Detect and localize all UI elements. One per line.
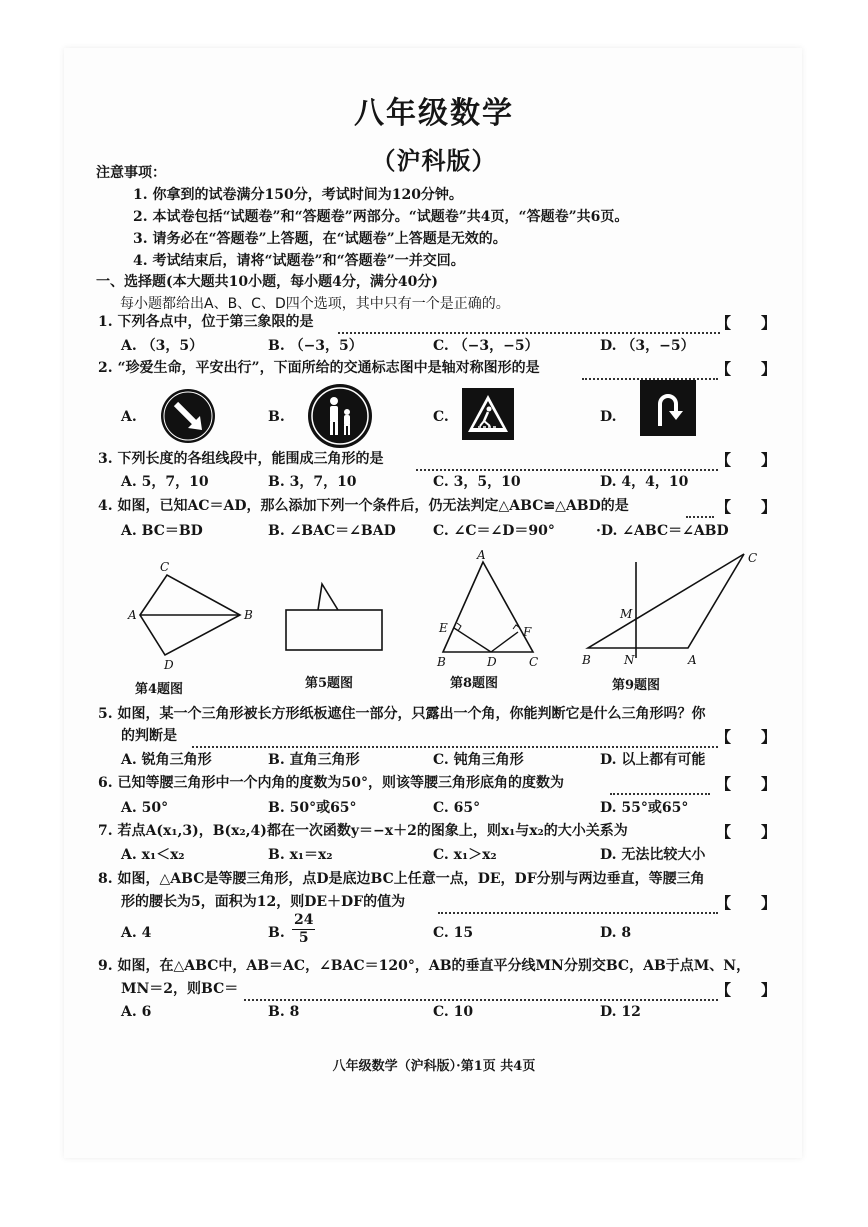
section-instruction: 每小题都给出A、B、C、D四个选项，其中只有一个是正确的。 bbox=[120, 296, 510, 312]
question-number: 9. bbox=[98, 958, 113, 974]
question-number: 6. bbox=[98, 775, 113, 791]
vertex-label: A bbox=[688, 653, 697, 667]
option-d: D. 55°或65° bbox=[600, 800, 689, 816]
notice-heading: 注意事项： bbox=[96, 165, 166, 181]
vertex-label: D bbox=[164, 658, 174, 672]
page-footer: 八年级数学（沪科版）·第1页 共4页 bbox=[332, 1059, 536, 1074]
option-a: A. 5，7，10 bbox=[121, 474, 209, 490]
answer-bracket: 【 】 bbox=[716, 728, 777, 746]
sign-arrow-diagonal-icon bbox=[160, 388, 216, 444]
vertex-label: A bbox=[128, 608, 137, 622]
figure-5-diagram bbox=[280, 580, 390, 660]
option-c: C. 钝角三角形 bbox=[433, 752, 524, 768]
figure-8-diagram bbox=[433, 550, 543, 670]
vertex-label: C bbox=[748, 551, 758, 565]
question-6-stem bbox=[98, 774, 564, 792]
option-b: B. 8 bbox=[268, 1004, 300, 1020]
question-9-stem-cont: MN＝2，则BC＝ bbox=[121, 981, 239, 997]
exam-subtitle: （沪科版） bbox=[371, 146, 497, 175]
question-text: 如图，在△ABC中，AB＝AC，∠BAC＝120°，AB的垂直平分线MN分别交BC，AB于点M、N， bbox=[117, 958, 751, 974]
question-text: “珍爱生命，平安出行”，下面所给的交通标志图中是轴对称图形的是 bbox=[117, 360, 540, 376]
option-b: B. x₁＝x₂ bbox=[268, 847, 333, 863]
option-c: C. 3，5，10 bbox=[433, 474, 521, 490]
answer-bracket: 【 】 bbox=[716, 823, 777, 841]
figure-9-diagram bbox=[578, 548, 768, 670]
answer-bracket: 【 】 bbox=[716, 498, 777, 516]
notice-item: 3. 请务必在“答题卷”上答题，在“试题卷”上答题是无效的。 bbox=[133, 231, 507, 247]
section-heading: 一、选择题(本大题共10小题，每小题4分，满分40分) bbox=[96, 274, 438, 290]
question-7-stem bbox=[98, 822, 628, 840]
notice-item: 1. 你拿到的试卷满分150分，考试时间为120分钟。 bbox=[133, 187, 463, 203]
notice-item: 4. 考试结束后，请将“试题卷”和“答题卷”一并交回。 bbox=[133, 253, 465, 269]
question-text: 如图，已知AC＝AD，那么添加下列一个条件后，仍无法判定△ABC≌△ABD的是 bbox=[117, 498, 629, 514]
option-a: A. bbox=[121, 409, 137, 425]
option-b: B. （−3，5） bbox=[268, 338, 363, 354]
answer-bracket: 【 】 bbox=[716, 775, 777, 793]
question-number: 4. bbox=[98, 498, 113, 514]
option-b: B. ∠BAC＝∠BAD bbox=[268, 523, 396, 539]
question-number: 3. bbox=[98, 451, 113, 467]
vertex-label: C bbox=[529, 655, 539, 669]
answer-bracket: 【 】 bbox=[716, 894, 777, 912]
question-2-stem bbox=[98, 359, 540, 377]
option-b: B. 3，7，10 bbox=[268, 474, 357, 490]
question-text: 若点A(x₁,3)，B(x₂,4)都在一次函数y＝−x＋2的图象上，则x₁与x₂的大小关系为 bbox=[117, 823, 628, 839]
question-4-stem bbox=[98, 497, 629, 515]
question-number: 8. bbox=[98, 871, 113, 887]
vertex-label: B bbox=[582, 653, 591, 667]
fraction-denominator: 5 bbox=[298, 930, 309, 946]
exam-title: 八年级数学 bbox=[354, 96, 514, 131]
option-c: C. ∠C＝∠D＝90° bbox=[433, 523, 555, 539]
option-c: C. 10 bbox=[433, 1004, 474, 1020]
vertex-label: N bbox=[624, 653, 635, 667]
option-b: B. 直角三角形 bbox=[268, 752, 360, 768]
notice-item: 2. 本试卷包括“试题卷”和“答题卷”两部分。“试题卷”共4页，“答题卷”共6页。 bbox=[133, 209, 629, 225]
option-c: C. 15 bbox=[433, 925, 474, 941]
option-b-fraction bbox=[292, 912, 315, 947]
dot-leader bbox=[436, 902, 718, 921]
sign-pedestrians-icon bbox=[307, 383, 373, 449]
option-a: A. 50° bbox=[121, 800, 169, 816]
vertex-label: A bbox=[477, 550, 486, 562]
answer-bracket: 【 】 bbox=[716, 360, 777, 378]
question-number: 2. bbox=[98, 360, 113, 376]
option-a: A. 6 bbox=[121, 1004, 152, 1020]
figure-caption: 第5题图 bbox=[305, 676, 354, 691]
question-1-stem bbox=[98, 313, 314, 331]
answer-bracket: 【 】 bbox=[716, 981, 777, 999]
figure-caption: 第4题图 bbox=[135, 682, 184, 697]
option-b: B. 50°或65° bbox=[268, 800, 357, 816]
sign-crosswalk-icon bbox=[462, 388, 514, 440]
option-a: A. x₁＜x₂ bbox=[121, 847, 185, 863]
figure-4-diagram bbox=[120, 555, 270, 677]
option-c: C. （−3，−5） bbox=[433, 338, 539, 354]
option-a: A. 锐角三角形 bbox=[121, 752, 212, 768]
question-3-stem bbox=[98, 450, 384, 468]
dot-leader bbox=[242, 989, 718, 1008]
option-d: D. （3，−5） bbox=[600, 338, 695, 354]
fraction-numerator: 24 bbox=[294, 912, 314, 928]
option-c: C. 65° bbox=[433, 800, 481, 816]
question-8-stem bbox=[98, 870, 705, 888]
vertex-label: B bbox=[244, 608, 253, 622]
option-c: C. x₁＞x₂ bbox=[433, 847, 497, 863]
vertex-label: E bbox=[439, 621, 448, 635]
question-text: 如图，某一个三角形被长方形纸板遮住一部分，只露出一个角，你能判断它是什么三角形吗？你 bbox=[117, 706, 706, 722]
question-text: 下列各点中，位于第三象限的是 bbox=[117, 314, 314, 330]
question-text: 下列长度的各组线段中，能围成三角形的是 bbox=[117, 451, 384, 467]
option-b: B. bbox=[268, 925, 285, 941]
question-text: 已知等腰三角形中一个内角的度数为50°，则该等腰三角形底角的度数为 bbox=[117, 775, 564, 791]
option-d: D. 8 bbox=[600, 925, 632, 941]
option-d: ·D. ∠ABC＝∠ABD bbox=[596, 523, 729, 539]
option-d: D. 4，4，10 bbox=[600, 474, 689, 490]
question-text: 如图，△ABC是等腰三角形，点D是底边BC上任意一点，DE，DF分别与两边垂直，等腰三角 bbox=[117, 871, 705, 887]
vertex-label: M bbox=[620, 607, 633, 621]
sign-u-turn-icon bbox=[640, 380, 696, 436]
option-b: B. bbox=[268, 409, 285, 425]
question-5-stem-cont: 的判断是 bbox=[121, 728, 177, 744]
question-number: 5. bbox=[98, 706, 113, 722]
option-c: C. bbox=[433, 409, 449, 425]
option-d: D. 以上都有可能 bbox=[600, 752, 706, 768]
question-8-stem-cont: 形的腰长为5，面积为12，则DE＋DF的值为 bbox=[121, 894, 406, 910]
vertex-label: C bbox=[160, 560, 170, 574]
answer-bracket: 【 】 bbox=[716, 314, 777, 332]
option-a: A. （3，5） bbox=[121, 338, 204, 354]
vertex-label: B bbox=[437, 655, 446, 669]
option-a: A. 4 bbox=[121, 925, 152, 941]
option-d: D. 12 bbox=[600, 1004, 641, 1020]
question-number: 1. bbox=[98, 314, 113, 330]
answer-bracket: 【 】 bbox=[716, 451, 777, 469]
question-5-stem bbox=[98, 705, 706, 723]
option-d: D. 无法比较大小 bbox=[600, 847, 706, 863]
option-a: A. BC＝BD bbox=[121, 523, 203, 539]
figure-caption: 第8题图 bbox=[450, 676, 499, 691]
figure-caption: 第9题图 bbox=[612, 678, 661, 693]
question-9-stem bbox=[98, 957, 750, 975]
vertex-label: F bbox=[523, 625, 532, 639]
vertex-label: D bbox=[487, 655, 497, 669]
question-number: 7. bbox=[98, 823, 113, 839]
option-d: D. bbox=[600, 409, 617, 425]
